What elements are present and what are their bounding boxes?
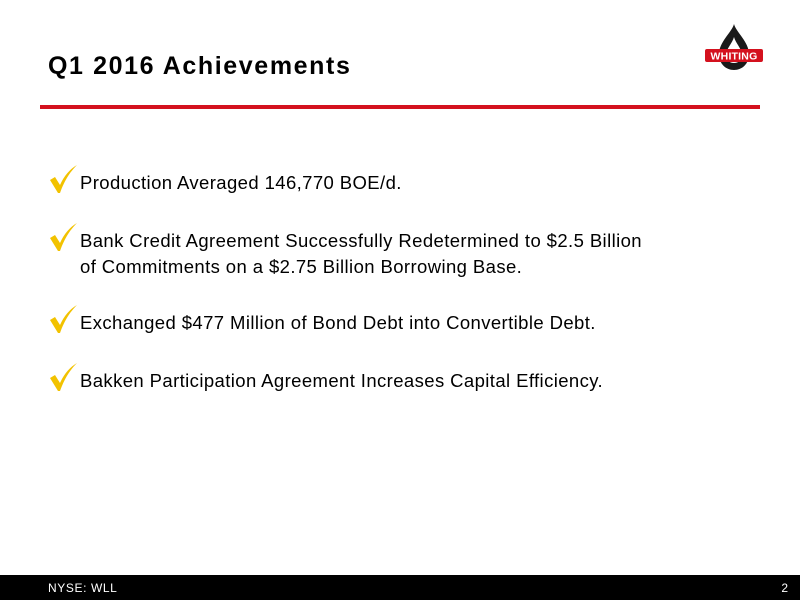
bullet-item [48, 170, 402, 196]
logo-text: WHITING [710, 50, 758, 63]
checkmark-icon [48, 164, 78, 194]
bullet-text: Bakken Participation Agreement Increases Capital Efficiency. [80, 370, 604, 391]
title-divider [40, 105, 760, 109]
bullet-text-line: of Commitments on a $2.75 Billion Borrowing Base. [80, 256, 523, 277]
bullet-item [48, 310, 596, 336]
footer-ticker: NYSE: WLL [48, 581, 118, 595]
bullet-text-line: Bank Credit Agreement Successfully Redetermined to $2.5 Billion [80, 230, 642, 251]
slide-title: Q1 2016 Achievements [48, 52, 352, 80]
bullet-item [48, 368, 603, 394]
oil-drop-logo-icon [703, 22, 765, 74]
bullet-text: Production Averaged 146,770 BOE/d. [80, 172, 402, 193]
checkmark-icon [48, 362, 78, 392]
bullet-text: Exchanged $477 Million of Bond Debt into Convertible Debt. [80, 312, 596, 333]
checkmark-icon [48, 304, 78, 334]
whiting-logo [703, 22, 765, 74]
footer-bar [0, 575, 800, 600]
page-number: 2 [781, 581, 788, 595]
checkmark-icon [48, 222, 78, 252]
bullet-item [48, 228, 642, 280]
